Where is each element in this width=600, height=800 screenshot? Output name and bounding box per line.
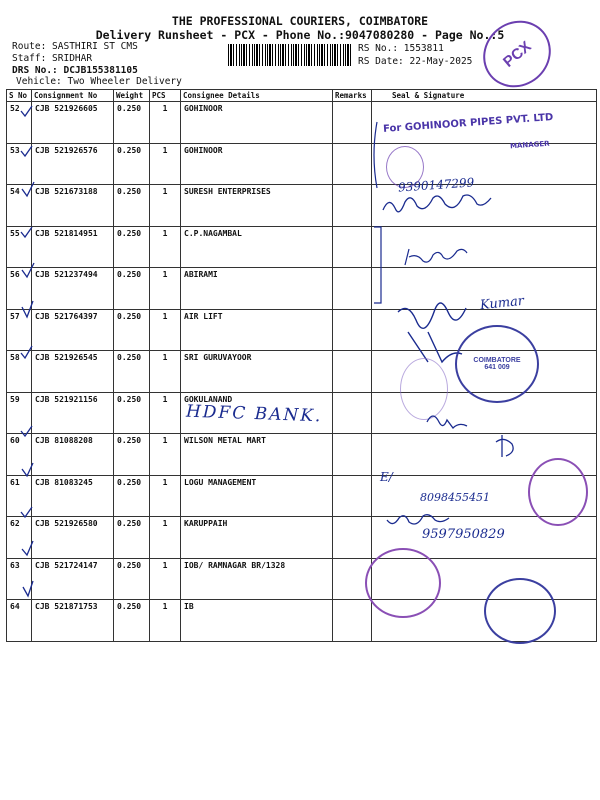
consignment-cell: CJB 521926605: [32, 102, 114, 144]
check-icon: [21, 106, 32, 116]
table-row: [7, 475, 597, 517]
sno-cell: 62: [7, 517, 32, 559]
phone-61: 8098455451: [420, 491, 490, 504]
weight-cell: 0.250: [114, 600, 150, 642]
consignment-cell: CJB 521237494: [32, 268, 114, 310]
note-59: HDFC BANK.: [185, 401, 323, 427]
sno-cell: 59: [7, 392, 32, 434]
check-icon: [21, 227, 32, 237]
consignee-cell: IB: [181, 600, 333, 642]
consignment-cell: CJB 521814951: [32, 226, 114, 268]
runsheet-title: Delivery Runsheet - PCX - Phone No.:9047080280 - Page No.:5: [95, 28, 505, 42]
sno-cell: 60: [7, 434, 32, 476]
consignment-cell: CJB 521724147: [32, 558, 114, 600]
pcs-cell: 1: [150, 143, 181, 185]
check-icon: [22, 301, 33, 317]
sno-cell: 64: [7, 600, 32, 642]
pcs-cell: 1: [150, 600, 181, 642]
signature-name-57: Kumar: [479, 293, 525, 314]
check-icon: [21, 426, 32, 436]
consignment-cell: CJB 521926580: [32, 517, 114, 559]
consignee-cell: SRI GURUVAYOOR: [181, 351, 333, 393]
table-header-row: [7, 90, 597, 102]
consignee-cell: KARUPPAIH: [181, 517, 333, 559]
consignment-cell: CJB 81088208: [32, 434, 114, 476]
weight-cell: 0.250: [114, 434, 150, 476]
remarks-cell: [333, 392, 372, 434]
sno-cell: 55: [7, 226, 32, 268]
manager-label: MANAGER: [509, 139, 550, 151]
consignment-cell: CJB 521921156: [32, 392, 114, 434]
sno-cell: 54: [7, 185, 32, 227]
consignment-cell: CJB 521764397: [32, 309, 114, 351]
pcs-cell: 1: [150, 185, 181, 227]
mark-61: E/: [380, 470, 393, 484]
weight-cell: 0.250: [114, 392, 150, 434]
consignment-cell: CJB 521926576: [32, 143, 114, 185]
consignment-cell: CJB 521673188: [32, 185, 114, 227]
consignee-cell: C.P.NAGAMBAL: [181, 226, 333, 268]
consignee-cell: AIR LIFT: [181, 309, 333, 351]
vehicle-label: Vehicle: Two Wheeler Delivery: [16, 76, 182, 87]
weight-cell: 0.250: [114, 143, 150, 185]
sno-cell: 56: [7, 268, 32, 310]
remarks-cell: [333, 185, 372, 227]
remarks-cell: [333, 351, 372, 393]
phone-62: 9597950829: [422, 527, 505, 542]
weight-cell: 0.250: [114, 185, 150, 227]
col-weight: Weight: [114, 90, 150, 102]
weight-cell: 0.250: [114, 517, 150, 559]
table-row: [7, 517, 597, 559]
weight-cell: 0.250: [114, 558, 150, 600]
signature-59: [422, 408, 472, 434]
remarks-cell: [333, 434, 372, 476]
check-icon: [22, 182, 34, 196]
col-pcs: PCS: [150, 90, 181, 102]
pcs-cell: 1: [150, 517, 181, 559]
round-seal-61: [528, 458, 588, 526]
check-icon: [21, 146, 32, 156]
sno-cell: 52: [7, 102, 32, 144]
remarks-cell: [333, 517, 372, 559]
consignee-cell: LOGU MANAGEMENT: [181, 475, 333, 517]
weight-cell: 0.250: [114, 102, 150, 144]
weight-cell: 0.250: [114, 309, 150, 351]
consignment-cell: CJB 521926545: [32, 351, 114, 393]
col-consignment: Consignment No: [32, 90, 114, 102]
rs-date: RS Date: 22-May-2025: [358, 56, 473, 67]
company-title: THE PROFESSIONAL COURIERS, COIMBATORE: [171, 14, 429, 28]
weight-cell: 0.250: [114, 351, 150, 393]
weight-cell: 0.250: [114, 475, 150, 517]
table-row: [7, 143, 597, 185]
col-consignee: Consignee Details: [181, 90, 333, 102]
consignment-cell: CJB 81083245: [32, 475, 114, 517]
bracket-mark: [370, 120, 380, 190]
check-icon: [21, 507, 32, 517]
consignee-cell: IOB/ RAMNAGAR BR/1328: [181, 558, 333, 600]
tick-marks: [0, 89, 60, 609]
pcs-cell: 1: [150, 268, 181, 310]
signature-56: [400, 245, 470, 269]
sno-cell: 58: [7, 351, 32, 393]
sno-cell: 61: [7, 475, 32, 517]
remarks-cell: [333, 102, 372, 144]
check-icon: [22, 463, 33, 476]
iob-seal: [365, 548, 441, 618]
pcx-stamp: PCX: [470, 7, 565, 101]
sno-cell: 63: [7, 558, 32, 600]
pcs-cell: 1: [150, 351, 181, 393]
weight-cell: 0.250: [114, 268, 150, 310]
table-row: [7, 226, 597, 268]
consignee-cell: SURESH ENTERPRISES: [181, 185, 333, 227]
staff-label: Staff: SRIDHAR: [12, 53, 93, 64]
remarks-cell: [333, 309, 372, 351]
check-icon: [22, 263, 34, 277]
check-icon: [21, 346, 32, 358]
phone-54: 9390147299: [397, 175, 475, 195]
coimbatore-seal: COIMBATORE 641 009: [455, 325, 539, 403]
pcs-cell: 1: [150, 475, 181, 517]
drs-label: DRS No.: DCJB155381105: [12, 65, 138, 76]
ib-seal: [484, 578, 556, 644]
pcs-cell: 1: [150, 102, 181, 144]
col-seal: Seal & Signature: [372, 90, 597, 102]
pcs-cell: 1: [150, 392, 181, 434]
remarks-cell: [333, 226, 372, 268]
consignee-cell: GOKULANAND: [181, 392, 333, 434]
col-remarks: Remarks: [333, 90, 372, 102]
consignee-cell: ABIRAMI: [181, 268, 333, 310]
pcs-cell: 1: [150, 434, 181, 476]
bracket-mark: [372, 225, 384, 305]
col-sno: S No: [7, 90, 32, 102]
pcs-cell: 1: [150, 226, 181, 268]
remarks-cell: [333, 268, 372, 310]
barcode: [228, 44, 352, 66]
remarks-cell: [333, 143, 372, 185]
signature-54: [378, 192, 528, 218]
weight-cell: 0.250: [114, 226, 150, 268]
remarks-cell: [333, 475, 372, 517]
remarks-cell: [333, 600, 372, 642]
consignee-cell: GOHINOOR: [181, 102, 333, 144]
consignee-cell: WILSON METAL MART: [181, 434, 333, 476]
pcs-cell: 1: [150, 558, 181, 600]
consignment-cell: CJB 521871753: [32, 600, 114, 642]
consignee-cell: GOHINOOR: [181, 143, 333, 185]
sno-cell: 57: [7, 309, 32, 351]
signature-60: [492, 430, 522, 460]
pcs-cell: 1: [150, 309, 181, 351]
sno-cell: 53: [7, 143, 32, 185]
rs-number: RS No.: 1553811: [358, 43, 444, 54]
route-label: Route: SASTHIRI ST CMS: [12, 41, 138, 52]
check-icon: [22, 541, 33, 555]
gohinoor-company-stamp: For GOHINOOR PIPES PVT. LTD: [382, 112, 554, 135]
check-icon: [23, 581, 33, 596]
